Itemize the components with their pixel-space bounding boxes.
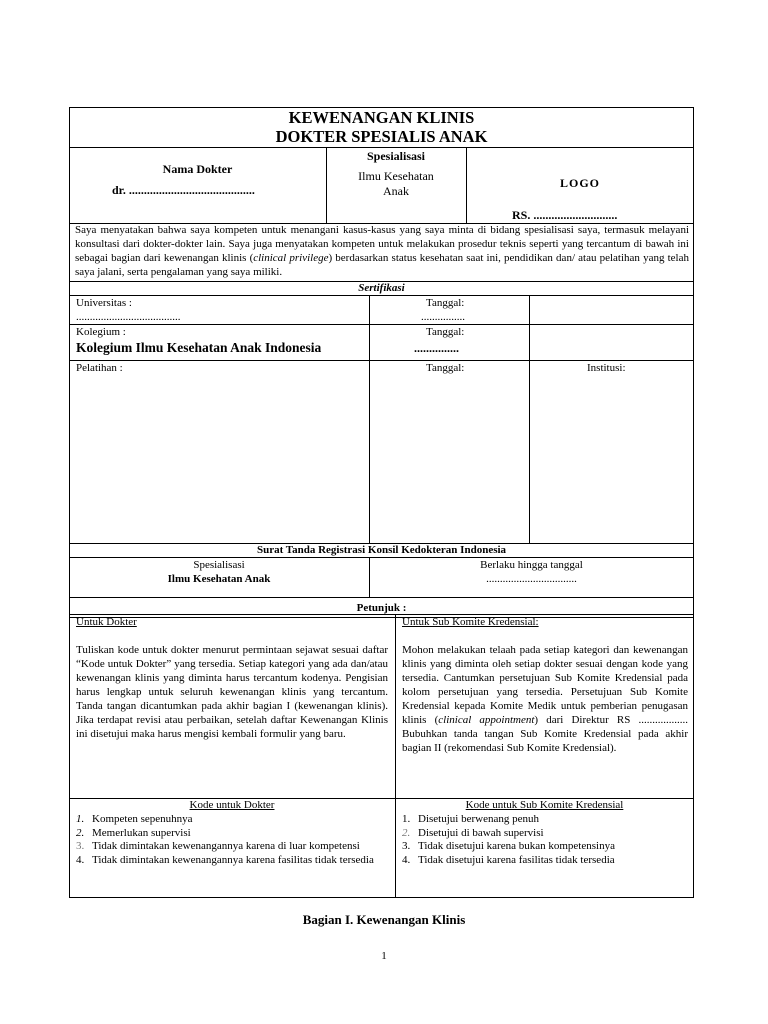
- list-number: 2.: [402, 826, 411, 839]
- list-item: [76, 813, 388, 827]
- collegium-label: Kolegium :: [76, 326, 126, 338]
- committee-text-part1: Mohon melakukan telaah pada setiap kategori dan kewenangan klinis yang diminta oleh setiap dokter sesuai dengan kode yang tersedia. Cantumkan persetujuan Sub Komite Kredensial pada kolom persetujuan yang tersedia. Persetujuan Sub Komite Kredensial kepada Komite Medik untuk pemberian penugasan klinis (: [402, 644, 688, 726]
- university-field[interactable]: ......................................: [76, 311, 181, 323]
- committee-instructions-text: [402, 643, 688, 755]
- divider: [69, 324, 694, 325]
- committee-text-italic: clinical appointment: [438, 714, 535, 726]
- list-item: [402, 827, 688, 841]
- list-text: Tidak dimintakan kewenangannya karena di luar kompetensi: [92, 840, 360, 852]
- list-number: 4.: [76, 853, 85, 866]
- divider: [529, 295, 530, 543]
- statement-text-part2: ) berdasarkan status kesehatan saat ini, pendidikan dan/ atau pelatihan yang telah saya jalani, serta pengalaman yang saya miliki.: [75, 252, 689, 278]
- divider: [69, 360, 694, 361]
- doctor-name-field[interactable]: dr. ..........................................: [112, 183, 255, 197]
- statement-text-part1: Saya menyatakan bahwa saya kompeten untuk menangani kasus-kasus yang saya minta di bidang spesialisasi saya, termasuk melayani konsultasi dari dokter-dokter lain. Saya juga menyatakan kompeten untuk melakukan prosedur teknis seperti yang tercantum di bawah ini sebagai bagian dari kewenangan klinis (: [75, 224, 689, 264]
- divider: [69, 597, 694, 598]
- logo-placeholder: LOGO: [559, 176, 600, 190]
- valid-until-label: Berlaku hingga tanggal: [480, 559, 583, 571]
- list-text: Disetujui berwenang penuh: [418, 813, 539, 825]
- registration-heading: Surat Tanda Registrasi Konsil Kedokteran Indonesia: [256, 544, 507, 556]
- page-number: 1: [381, 950, 387, 962]
- divider: [395, 614, 396, 799]
- specialization-label: Spesialisasi: [366, 149, 426, 163]
- university-label: Universitas :: [76, 297, 132, 309]
- list-number: 1.: [76, 813, 85, 825]
- form-title-line2: DOKTER SPESIALIS ANAK: [275, 127, 488, 146]
- doctor-codes-heading: Kode untuk Dokter: [189, 799, 275, 811]
- list-item: [402, 813, 688, 827]
- divider: [369, 295, 370, 543]
- list-item: [402, 840, 688, 854]
- university-date-field[interactable]: ................: [421, 311, 465, 323]
- specialization-value-line1: Ilmu Kesehatan: [358, 169, 434, 183]
- list-text: Disetujui di bawah supervisi: [418, 826, 544, 839]
- instructions-heading: Petunjuk :: [356, 602, 407, 614]
- list-item: [76, 840, 388, 854]
- committee-text-part2: ) dari Direktur RS .................. Bubuhkan tanda tangan Sub Komite Kredensial pada akhir bagian II (rekomendasi Sub Komite Kredensial).: [402, 714, 688, 754]
- section-title: Bagian I. Kewenangan Klinis: [302, 912, 466, 927]
- training-date-label: Tanggal:: [426, 362, 465, 374]
- committee-instructions-heading: Untuk Sub Komite Kredensial:: [402, 616, 539, 628]
- registration-specialization-value: Ilmu Kesehatan Anak: [167, 573, 271, 585]
- list-text: Tidak disetujui karena bukan kompetensinya: [418, 840, 615, 852]
- list-text: Tidak disetujui karena fasilitas tidak tersedia: [418, 853, 615, 866]
- divider: [69, 557, 694, 558]
- list-number: 3.: [402, 840, 411, 852]
- doctor-instructions-heading: Untuk Dokter: [76, 616, 137, 628]
- list-item: [76, 854, 388, 868]
- doctor-codes-list: [76, 813, 388, 867]
- divider: [69, 295, 694, 296]
- list-text: Tidak dimintakan kewenangannya karena fasilitas tidak tersedia: [92, 853, 374, 866]
- committee-codes-heading: Kode untuk Sub Komite Kredensial: [465, 799, 624, 811]
- institution-label: Institusi:: [587, 362, 626, 374]
- doctor-instructions-text: Tuliskan kode untuk dokter menurut permintaan sejawat sesuai daftar “Kode untuk Dokter” yang tersedia. Setiap kategori yang ada dan/atau kewenangan klinis yang diminta harus tercantum kodenya. Pengisian harus lengkap untuk seluruh kewenangan klinis yang tercantum. Tanda tangan dicantumkan pada akhir bagian I (kewenangan klinis). Jika terdapat revisi atau perbaikan, setelah daftar Kewenangan Klinis ini disetujui maka harus mengisi kembali formulir yang baru.: [76, 644, 388, 740]
- list-item: [76, 827, 388, 841]
- form-title-line1: KEWENANGAN KLINIS: [288, 108, 475, 127]
- list-item: [402, 854, 688, 868]
- divider: [395, 798, 396, 898]
- divider: [69, 147, 694, 148]
- training-label: Pelatihan :: [76, 362, 123, 374]
- list-number: 3.: [76, 840, 85, 852]
- list-text: Kompeten sepenuhnya: [92, 813, 193, 825]
- certification-heading: Sertifikasi: [358, 282, 405, 294]
- collegium-date-field[interactable]: ...............: [414, 341, 459, 355]
- hospital-name-field[interactable]: RS. ............................: [512, 208, 618, 222]
- statement-paragraph: [75, 223, 689, 279]
- doctor-name-label: Nama Dokter: [162, 162, 233, 176]
- committee-codes-list: [402, 813, 688, 867]
- registration-specialization-label: Spesialisasi: [193, 559, 245, 571]
- valid-until-field[interactable]: .................................: [486, 573, 577, 585]
- list-number: 1.: [402, 813, 411, 825]
- collegium-date-label: Tanggal:: [426, 326, 465, 338]
- list-number: 2.: [76, 826, 85, 839]
- list-number: 4.: [402, 853, 411, 866]
- statement-text-italic: clinical privilege: [253, 252, 329, 264]
- collegium-value: Kolegium Ilmu Kesehatan Anak Indonesia: [76, 340, 322, 355]
- list-text: Memerlukan supervisi: [92, 826, 191, 839]
- university-date-label: Tanggal:: [426, 297, 465, 309]
- specialization-value-line2: Anak: [383, 184, 409, 198]
